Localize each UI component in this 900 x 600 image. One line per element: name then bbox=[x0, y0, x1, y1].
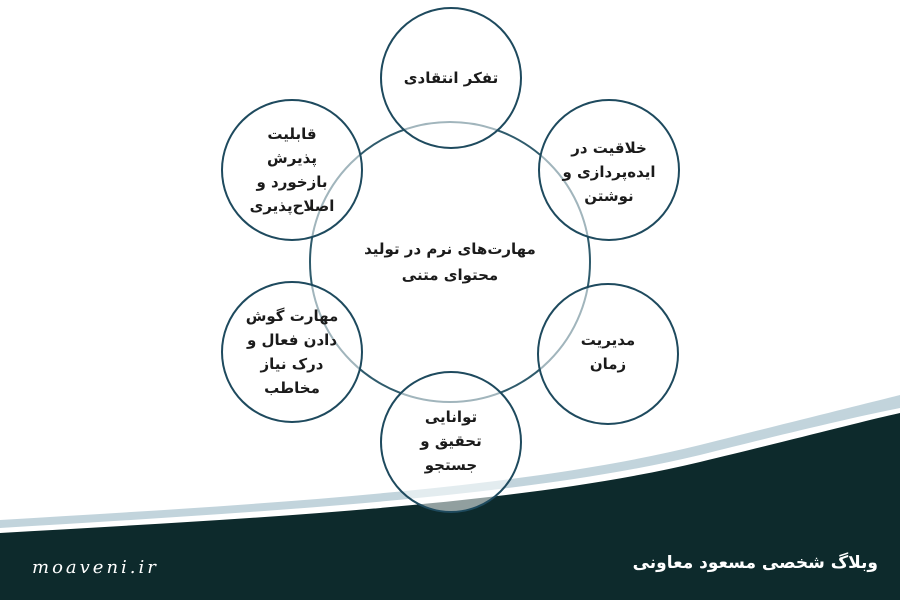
node-label-line: مخاطب bbox=[264, 379, 320, 397]
node-label-time-management bbox=[548, 328, 668, 376]
node-label-line: توانایی bbox=[424, 408, 478, 426]
node-label-line: تحقیق و bbox=[420, 432, 482, 450]
node-label-listening bbox=[232, 304, 352, 400]
node-label-line: قابلیت bbox=[267, 125, 317, 143]
node-label-line: دادن فعال و bbox=[246, 331, 338, 349]
node-label-line: بازخورد و bbox=[256, 173, 328, 191]
node-label-creativity bbox=[549, 136, 669, 208]
node-label-line: نوشتن bbox=[584, 187, 634, 205]
node-label-line: درک نیاز bbox=[260, 355, 324, 373]
footer-brand: وبلاگ شخصی مسعود معاونی bbox=[632, 553, 878, 573]
node-label-line: زمان bbox=[589, 355, 627, 373]
node-label-line: مهارت گوش bbox=[245, 307, 339, 325]
node-label-research bbox=[391, 405, 511, 477]
node-label-line: تفکر انتقادی bbox=[403, 69, 499, 87]
center-label-line: مهارت‌های نرم در تولید bbox=[364, 240, 536, 258]
footer-site-link[interactable]: moaveni.ir bbox=[32, 557, 159, 578]
node-label-line: جستجو bbox=[424, 456, 478, 474]
node-label-line: پذیرش bbox=[267, 149, 317, 167]
center-label-line: محتوای متنی bbox=[401, 266, 499, 284]
node-label-critical-thinking bbox=[391, 66, 511, 90]
node-label-line: ایده‌پردازی و bbox=[562, 163, 656, 181]
node-label-line: مدیریت bbox=[580, 331, 636, 349]
node-label-feedback bbox=[232, 122, 352, 218]
node-label-line: خلاقیت در bbox=[571, 139, 647, 157]
center-label bbox=[355, 236, 545, 288]
node-label-line: اصلاح‌پذیری bbox=[249, 197, 335, 215]
